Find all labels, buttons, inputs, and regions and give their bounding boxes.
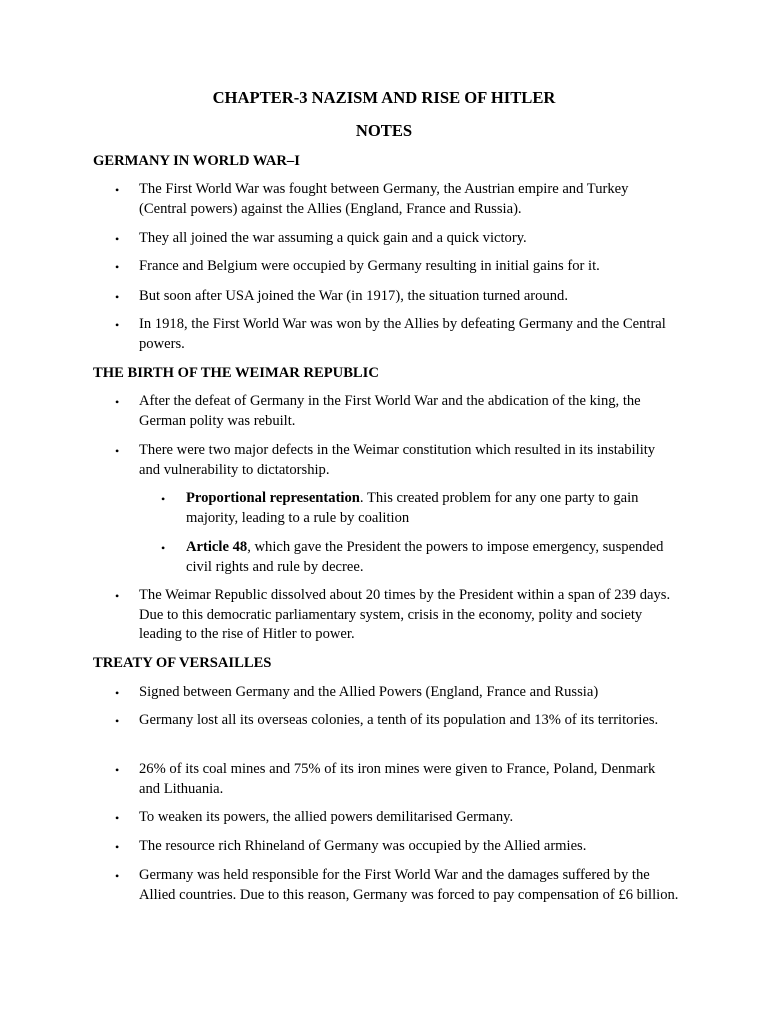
section-heading-versailles: TREATY OF VERSAILLES <box>93 655 272 671</box>
bullet-icon: • <box>115 395 120 409</box>
list-item: There were two major defects in the Weimar constitution which resulted in its instability and vulnerability to dictatorship. <box>139 442 656 478</box>
bullet-icon: • <box>115 444 120 458</box>
list-item: After the defeat of Germany in the First World War and the abdication of the king, the German polity was rebuilt. <box>139 393 641 429</box>
list-item: Germany lost all its overseas colonies, a tenth of its population and 13% of its territories. <box>139 712 659 728</box>
section-heading-weimar: THE BIRTH OF THE WEIMAR REPUBLIC <box>93 365 379 381</box>
bullet-icon: • <box>115 260 120 274</box>
section-heading-world-war: GERMANY IN WORLD WAR–I <box>93 153 300 169</box>
bullet-icon: • <box>115 869 120 883</box>
notes-subtitle: NOTES <box>355 121 413 140</box>
list-item: The First World War was fought between Germany, the Austrian empire and Turkey (Central powers) against the Allies (England, France and Russia). <box>139 181 629 217</box>
term-label: Proportional representation <box>186 490 360 506</box>
sub-list-item <box>186 489 676 528</box>
list-item: But soon after USA joined the War (in 1917), the situation turned around. <box>139 288 568 304</box>
list-item: France and Belgium were occupied by Germany resulting in initial gains for it. <box>139 258 600 274</box>
list-item: 26% of its coal mines and 75% of its iron mines were given to France, Poland, Denmark and Lithuania. <box>139 761 656 797</box>
bullet-icon: • <box>115 840 120 854</box>
bullet-icon: • <box>115 318 120 332</box>
list-item: Signed between Germany and the Allied Powers (England, France and Russia) <box>139 684 599 700</box>
sub-list-item <box>186 538 676 577</box>
term-label: Article 48 <box>186 539 248 555</box>
list-item: They all joined the war assuming a quick gain and a quick victory. <box>139 230 527 246</box>
list-item: The resource rich Rhineland of Germany was occupied by the Allied armies. <box>139 838 587 854</box>
list-item: To weaken its powers, the allied powers demilitarised Germany. <box>139 809 514 825</box>
list-item: The Weimar Republic dissolved about 20 times by the President within a span of 239 days. Due to this democratic parliamentary system, crisis in the economy, polity and society leading to the rise of Hitler to power. <box>139 587 671 642</box>
bullet-icon: • <box>115 232 120 246</box>
bullet-icon: • <box>115 811 120 825</box>
term-description: . This created problem for any one party to gain majority, leading to a rule by coalition <box>186 490 639 526</box>
bullet-icon: • <box>115 763 120 777</box>
bullet-icon: • <box>115 183 120 197</box>
bullet-icon: • <box>115 686 120 700</box>
list-item: In 1918, the First World War was won by the Allies by defeating Germany and the Central powers. <box>139 316 666 352</box>
bullet-icon: • <box>115 714 120 728</box>
bullet-icon: • <box>115 290 120 304</box>
term-description: , which gave the President the powers to impose emergency, suspended civil rights and rule by decree. <box>186 539 664 575</box>
bullet-icon: • <box>115 589 120 603</box>
list-item: Germany was held responsible for the First World War and the damages suffered by the Allied countries. Due to this reason, Germany was forced to pay compensation of £6 billion. <box>139 867 679 903</box>
bullet-icon: • <box>161 492 166 506</box>
bullet-icon: • <box>161 541 166 555</box>
chapter-title: CHAPTER-3 NAZISM AND RISE OF HITLER <box>212 88 556 107</box>
